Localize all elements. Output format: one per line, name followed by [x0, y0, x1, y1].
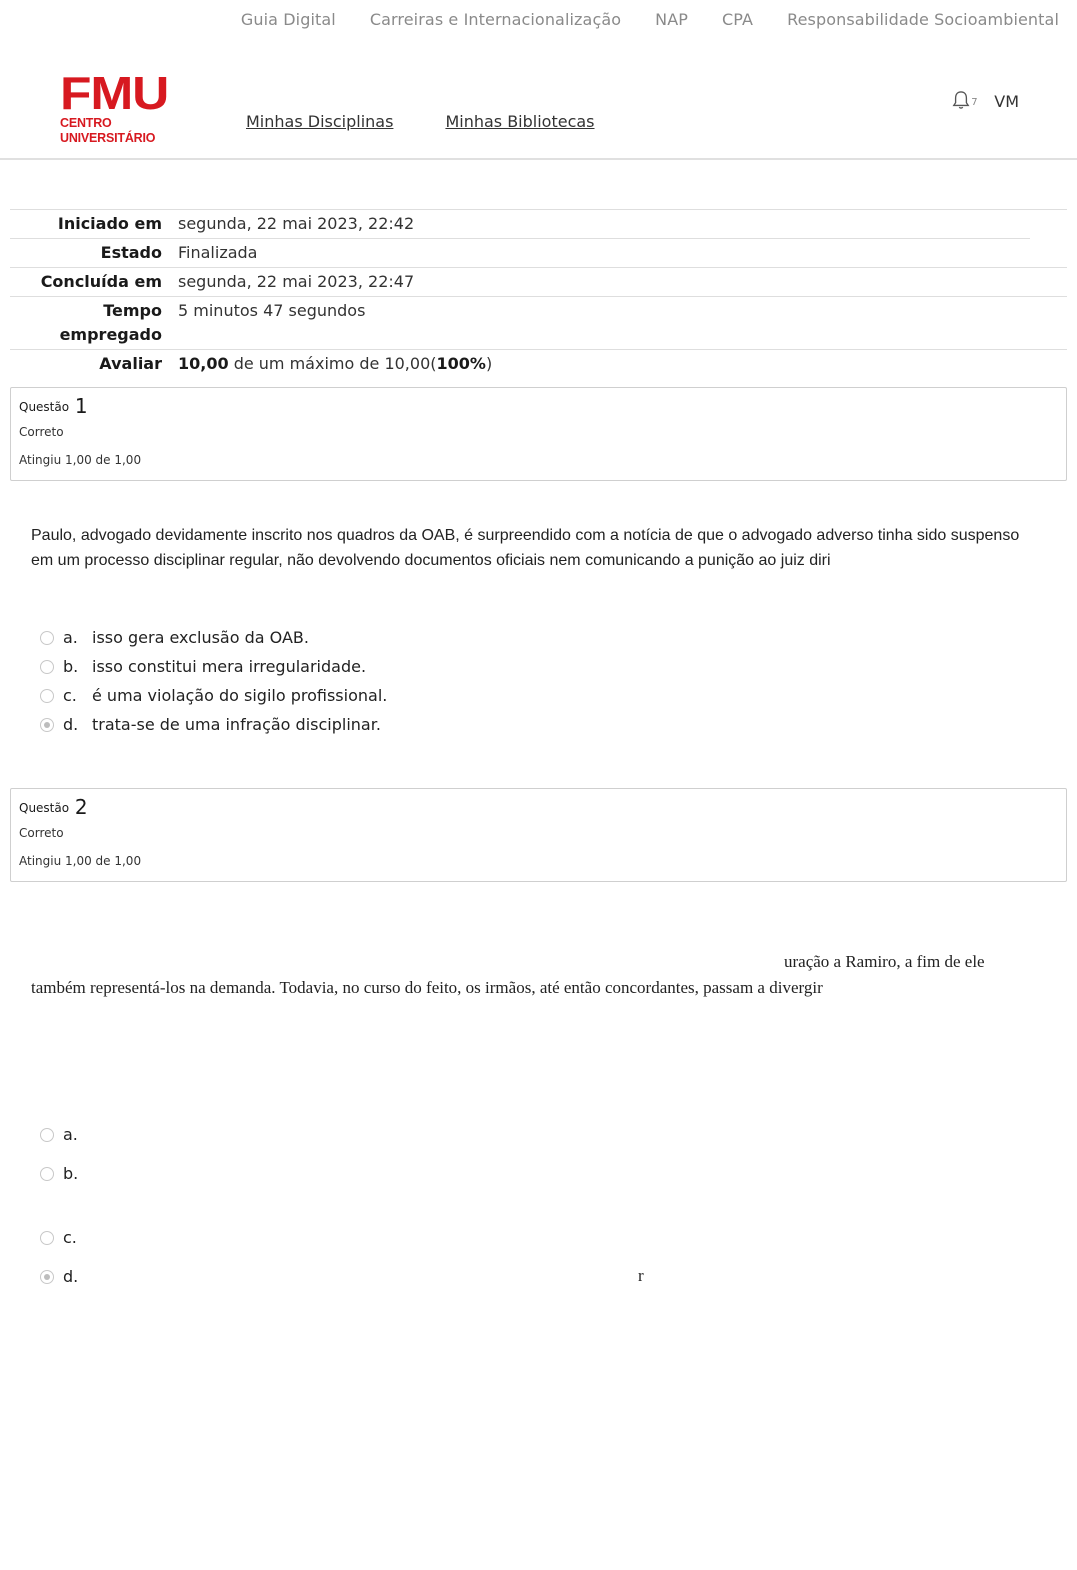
question-state: Correto	[19, 826, 64, 840]
summary-value: Finalizada	[178, 243, 258, 262]
question-number	[19, 795, 1058, 820]
summary-row-completed	[10, 267, 1067, 296]
answer-option[interactable]	[40, 1164, 92, 1183]
summary-value: 5 minutos 47 segundos	[178, 301, 366, 320]
nav-minhas-bibliotecas[interactable]: Minhas Bibliotecas	[445, 112, 595, 131]
notification-bell[interactable]	[952, 90, 978, 112]
radio-button[interactable]	[40, 1231, 54, 1245]
answer-option[interactable]	[40, 1125, 92, 1144]
question-info-2	[10, 788, 1067, 882]
answer-option[interactable]	[40, 686, 387, 705]
summary-value: segunda, 22 mai 2023, 22:42	[178, 214, 415, 233]
summary-label-line: empregado	[59, 325, 162, 344]
summary-row-grade	[10, 349, 1067, 378]
answer-letter: d.	[63, 715, 79, 734]
question-text-2-line-1: uração a Ramiro, a fim de ele	[784, 952, 985, 971]
summary-label: Estado	[100, 243, 162, 262]
summary-row-time	[10, 296, 1067, 349]
question-text-2-line-2: também representá-los na demanda. Todavia, no curso do feito, os irmãos, até então concordantes, passam a divergir	[31, 978, 823, 997]
answer-letter: a.	[63, 628, 78, 647]
summary-row-started	[10, 209, 1067, 238]
radio-button[interactable]	[40, 689, 54, 703]
summary-row-state	[10, 238, 1030, 267]
answer-option[interactable]	[40, 1228, 92, 1247]
topnav-cpa[interactable]: CPA	[722, 10, 754, 29]
answer-text-fragment: r	[638, 1266, 644, 1285]
answer-letter: a.	[63, 1125, 78, 1144]
summary-label	[10, 297, 162, 349]
summary-value: segunda, 22 mai 2023, 22:47	[178, 272, 415, 291]
radio-button[interactable]	[40, 1128, 54, 1142]
summary-label: Concluída em	[40, 272, 162, 291]
fmu-logo[interactable]	[60, 67, 200, 145]
notification-count: 7	[971, 97, 978, 108]
question-label: Questão	[19, 400, 70, 414]
radio-button-checked[interactable]	[40, 718, 54, 732]
radio-button-checked[interactable]	[40, 1270, 54, 1284]
grade-percent: 100%	[436, 354, 486, 373]
answer-text: é uma violação do sigilo profissional.	[92, 686, 388, 705]
grade-mid: de um máximo de 10,00(	[228, 354, 437, 373]
answer-letter: c.	[63, 686, 77, 705]
topnav-nap[interactable]: NAP	[655, 10, 689, 29]
answer-text: trata-se de uma infração disciplinar.	[92, 715, 381, 734]
question-state: Correto	[19, 425, 64, 439]
answer-text: isso constitui mera irregularidade.	[92, 657, 367, 676]
question-mark: Atingiu 1,00 de 1,00	[19, 453, 142, 467]
summary-value	[162, 350, 492, 378]
answer-letter: b.	[63, 657, 79, 676]
question-num: 1	[74, 394, 88, 418]
grade-end: )	[485, 354, 493, 373]
top-utility-nav	[241, 10, 1059, 29]
nav-minhas-disciplinas[interactable]: Minhas Disciplinas	[246, 112, 394, 131]
answer-text: isso gera exclusão da OAB.	[92, 628, 309, 647]
main-nav	[246, 112, 595, 131]
grade-score: 10,00	[178, 354, 229, 373]
topnav-responsabilidade[interactable]: Responsabilidade Socioambiental	[787, 10, 1059, 29]
answer-letter: b.	[63, 1164, 79, 1183]
bell-icon	[952, 90, 970, 110]
topnav-guia-digital[interactable]: Guia Digital	[240, 10, 336, 29]
topnav-carreiras[interactable]: Carreiras e Internacionalização	[369, 10, 622, 29]
attempt-summary	[10, 209, 1067, 378]
answer-option[interactable]	[40, 1267, 92, 1286]
site-header	[0, 44, 1077, 160]
answer-letter: c.	[63, 1228, 77, 1247]
user-tools	[952, 90, 1019, 112]
answer-letter: d.	[63, 1267, 79, 1286]
question-mark: Atingiu 1,00 de 1,00	[19, 854, 142, 868]
summary-label: Iniciado em	[57, 214, 162, 233]
summary-label-line: Tempo	[103, 301, 162, 320]
radio-button[interactable]	[40, 631, 54, 645]
user-avatar[interactable]: VM	[994, 91, 1019, 111]
radio-button[interactable]	[40, 1167, 54, 1181]
logo-subtitle: CENTRO UNIVERSITÁRIO	[60, 115, 156, 145]
question-num: 2	[74, 795, 88, 819]
question-text-1: Paulo, advogado devidamente inscrito nos quadros da OAB, é surpreendido com a notícia de que o advogado adverso tinha sido suspenso em um processo disciplinar regular, não devolvendo documentos oficiais nem comunicando a punição ao juiz diri	[31, 527, 1020, 569]
answer-option[interactable]	[40, 657, 366, 676]
question-label: Questão	[19, 801, 70, 815]
answer-option[interactable]	[40, 628, 309, 647]
radio-button[interactable]	[40, 660, 54, 674]
summary-label: Avaliar	[99, 354, 162, 373]
logo-mark: FMU	[60, 67, 169, 119]
answer-option[interactable]	[40, 715, 381, 734]
question-number	[19, 394, 1058, 419]
question-info-1	[10, 387, 1067, 481]
